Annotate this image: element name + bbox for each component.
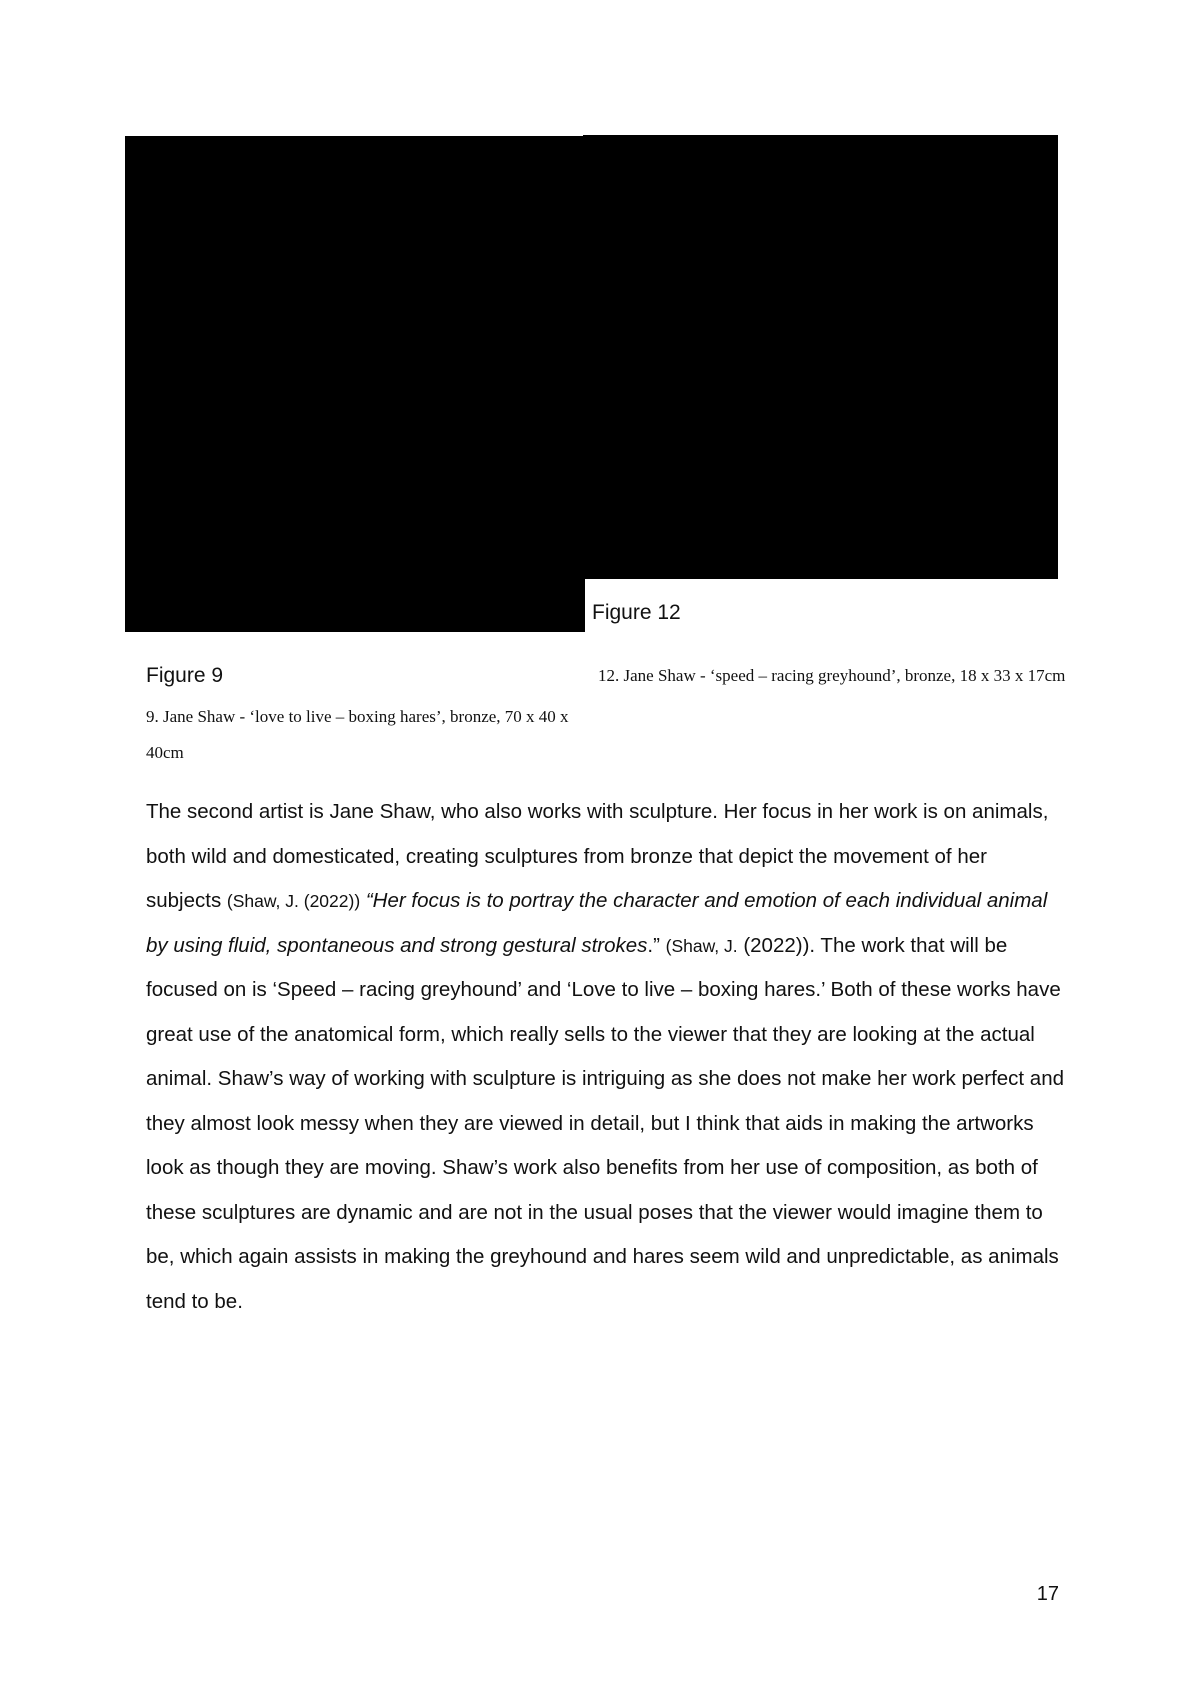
quotation-end: .” bbox=[647, 933, 666, 957]
figure-12-title: Figure 12 bbox=[592, 601, 681, 624]
body-text-intro: The second artist is Jane Shaw, who also works with sculpture. Her focus in her work is on animals, both wild and domesticated, creating sculptures from bronze that depict the movement of her subjects bbox=[146, 800, 1049, 912]
body-text-main: (2022)). The work that will be focused on is ‘Speed – racing greyhound’ and ‘Love to live – boxing hares.’ Both of these works have great use of the anatomical form, which really sells to the viewer that they are looking at the actual animal. Shaw’s way of working with sculpture is intriguing as she does not make her work perfect and they almost look messy when they are viewed in detail, but I think that aids in making the artworks look as though they are moving. Shaw’s work also benefits from her use of composition, as both of these sculptures are dynamic and are not in the usual poses that the viewer would imagine them to be, which again assists in making the greyhound and hares seem wild and unpredictable, as animals tend to be. bbox=[146, 933, 1065, 1313]
page-number: 17 bbox=[1036, 1583, 1059, 1605]
quotation: “Her focus is to portray the character and emotion of each individual animal by using fluid, spontaneous and strong gestural strokes bbox=[146, 889, 1048, 957]
citation: (Shaw, J. bbox=[665, 935, 738, 956]
figure-12-image-redacted bbox=[583, 135, 1058, 579]
figure-12-caption: 12. Jane Shaw - ‘speed – racing greyhound’, bronze, 18 x 33 x 17cm bbox=[598, 666, 1066, 685]
figure-9-caption: 9. Jane Shaw - ‘love to live – boxing hares’, bronze, 70 x 40 x 40cm bbox=[146, 707, 569, 762]
citation: (Shaw, J. (2022)) bbox=[226, 891, 361, 911]
figure-9-image-redacted bbox=[125, 136, 585, 632]
body-paragraph bbox=[146, 790, 1066, 1324]
figure-9-title: Figure 9 bbox=[146, 664, 224, 687]
